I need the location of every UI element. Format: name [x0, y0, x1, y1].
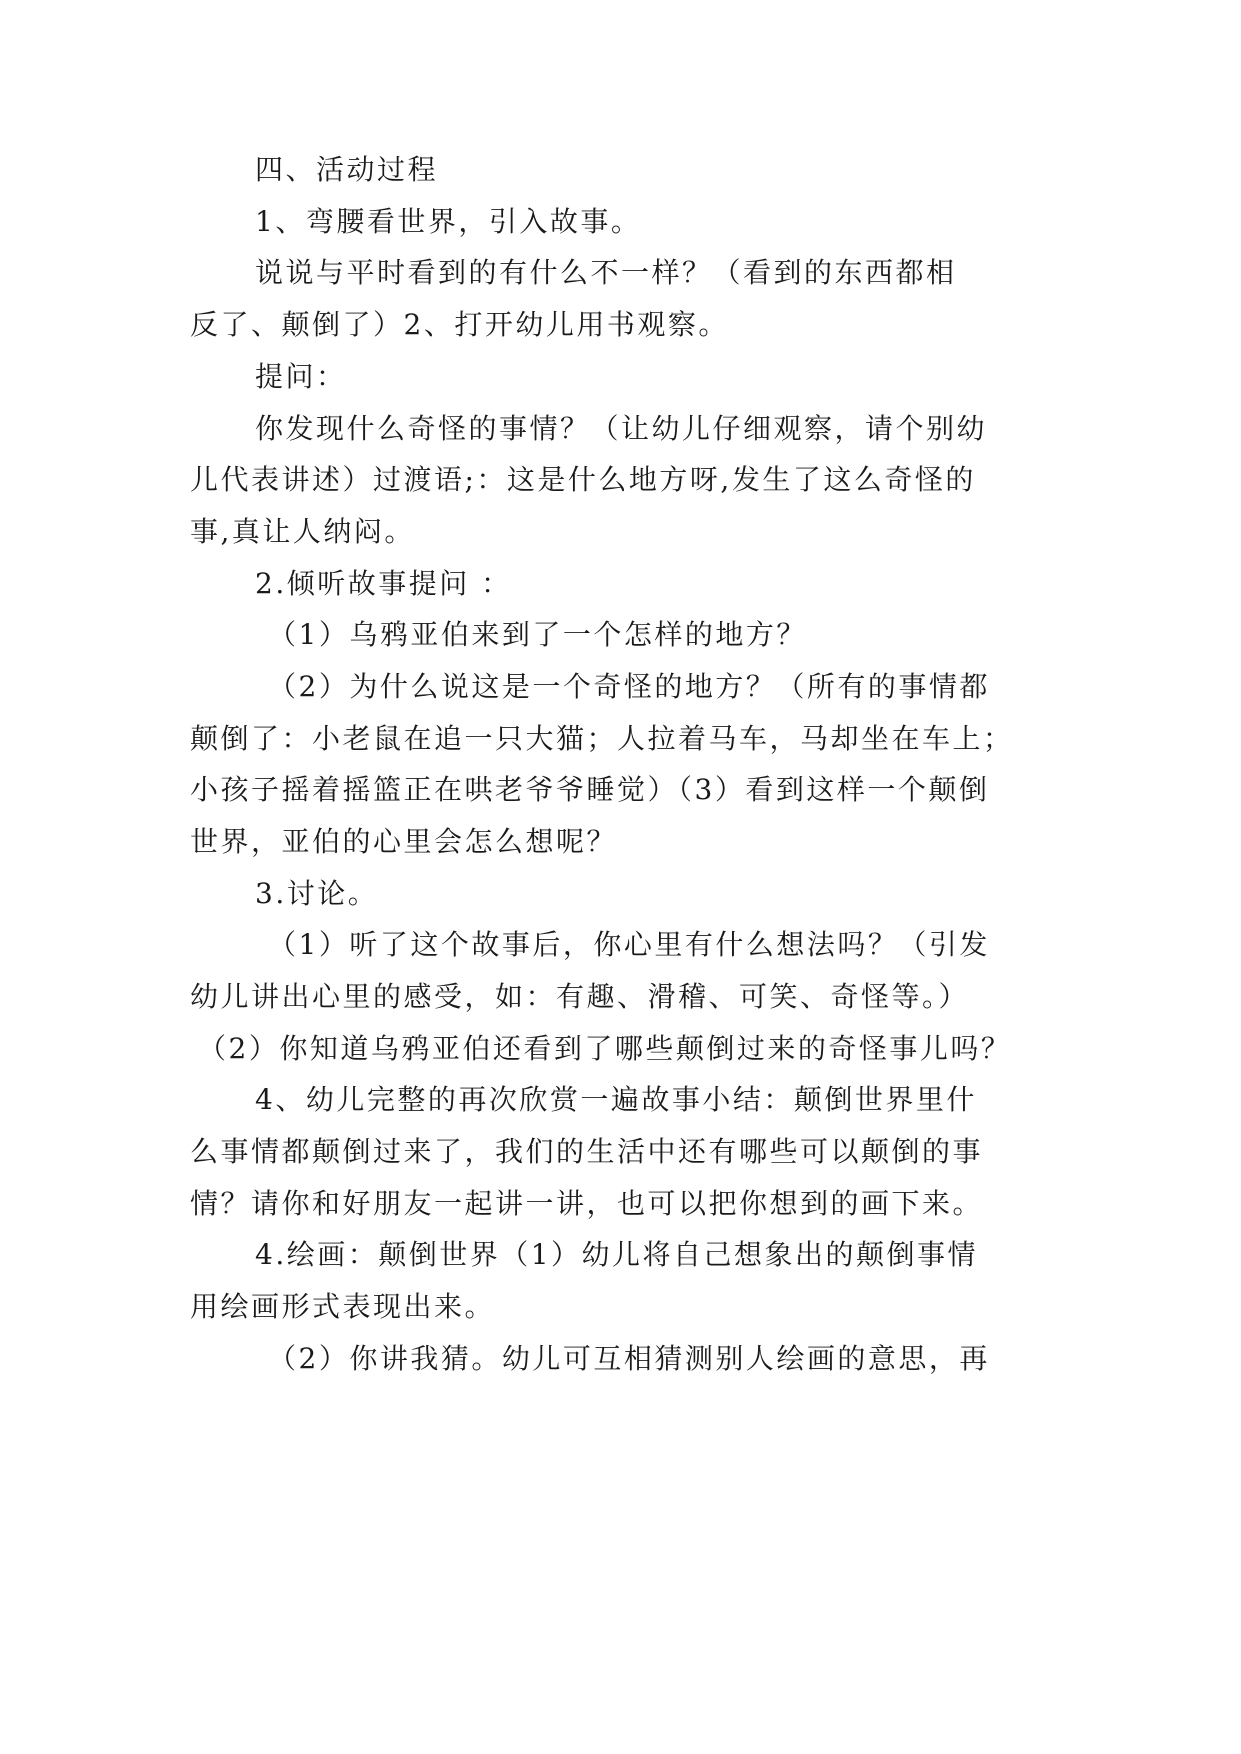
step-heading: 4、幼儿完整的再次欣赏一遍故事小结：颠倒世界里什: [255, 1083, 977, 1116]
text-line: 事,真让人纳闷。: [190, 515, 415, 548]
question-item: （2）你讲我猜。幼儿可互相猜测别人绘画的意思，再: [268, 1342, 990, 1375]
text-line: 提问：: [255, 360, 347, 393]
question-item: （2）为什么说这是一个奇怪的地方？（所有的事情都: [268, 670, 990, 703]
text-line: 么事情都颠倒过来了，我们的生活中还有哪些可以颠倒的事: [190, 1135, 984, 1168]
question-item: （2）你知道乌鸦亚伯还看到了哪些颠倒过来的奇怪事儿吗？: [198, 1032, 1012, 1065]
text-line: 小孩子摇着摇篮正在哄老爷爷睡觉）（3）看到这样一个颠倒: [190, 773, 990, 806]
text-line: 反了、颠倒了）2、打开幼儿用书观察。: [190, 308, 729, 341]
question-item: （1）听了这个故事后，你心里有什么想法吗？（引发: [268, 928, 990, 961]
text-line: 颠倒了：小老鼠在追一只大猫；人拉着马车，马却坐在车上；: [190, 722, 1014, 755]
text-line: 儿代表讲述）过渡语;：这是什么地方呀,发生了这么奇怪的: [190, 463, 976, 496]
text-line: 世界，亚伯的心里会怎么想呢？: [190, 825, 618, 858]
question-item: （1）乌鸦亚伯来到了一个怎样的地方？: [268, 618, 807, 651]
text-line: 用绘画形式表现出来。: [190, 1290, 496, 1323]
text-line: 说说与平时看到的有什么不一样？（看到的东西都相: [255, 256, 957, 289]
section-heading: 四、活动过程: [255, 153, 439, 186]
text-line: 你发现什么奇怪的事情？（让幼儿仔细观察，请个别幼: [255, 412, 988, 445]
step-heading: 1、弯腰看世界，引入故事。: [255, 205, 642, 238]
step-heading: 4.绘画：颠倒世界（1）幼儿将自己想象出的颠倒事情: [255, 1238, 979, 1271]
text-line: 幼儿讲出心里的感受，如：有趣、滑稽、可笑、奇怪等。）: [190, 980, 970, 1013]
text-line: 情？请你和好朋友一起讲一讲，也可以把你想到的画下来。: [190, 1187, 984, 1220]
step-heading: 2.倾听故事提问 ：: [255, 567, 512, 600]
step-heading: 3.讨论。: [255, 877, 379, 910]
